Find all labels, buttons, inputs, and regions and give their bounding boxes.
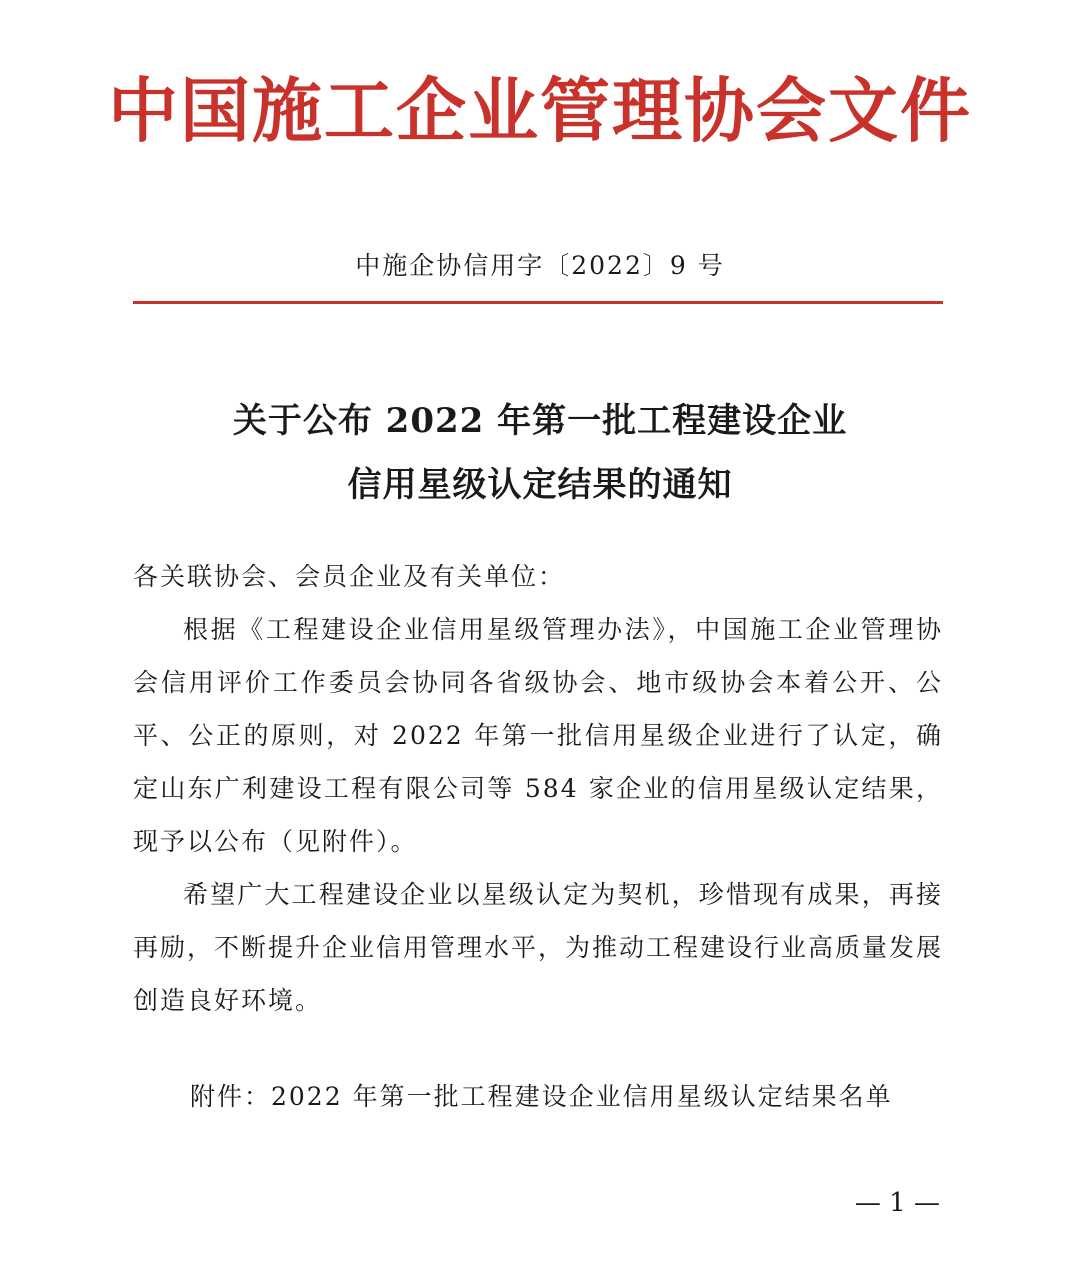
salutation: 各关联协会、会员企业及有关单位： bbox=[133, 562, 566, 591]
red-divider-line bbox=[133, 301, 943, 304]
masthead-title: 中国施工企业管理协会文件 bbox=[108, 70, 972, 152]
attachment-line: 附件：2022 年第一批工程建设企业信用星级认定结果名单 bbox=[190, 1082, 893, 1111]
notice-title-line-1: 关于公布 2022 年第一批工程建设企业 bbox=[232, 401, 848, 441]
notice-title-line-2: 信用星级认定结果的通知 bbox=[347, 465, 733, 505]
body-paragraph-1: 根据《工程建设企业信用星级管理办法》，中国施工企业管理协会信用评价工作委员会协同各省级协会、地市级协会本着公开、公平、公正的原则，对 2022 年第一批信用星级企业进行了认定，确定山东广利建设工程有限公司等 584 家企业的信用星级认定结果，现予以公布（见附件）。 bbox=[133, 615, 943, 856]
document-number: 中施企协信用字〔2022〕9 号 bbox=[355, 251, 725, 280]
body-paragraph-2: 希望广大工程建设企业以星级认定为契机，珍惜现有成果，再接再励，不断提升企业信用管理水平，为推动工程建设行业高质量发展创造良好环境。 bbox=[133, 880, 944, 1015]
page-number: — 1 — bbox=[854, 1188, 940, 1218]
